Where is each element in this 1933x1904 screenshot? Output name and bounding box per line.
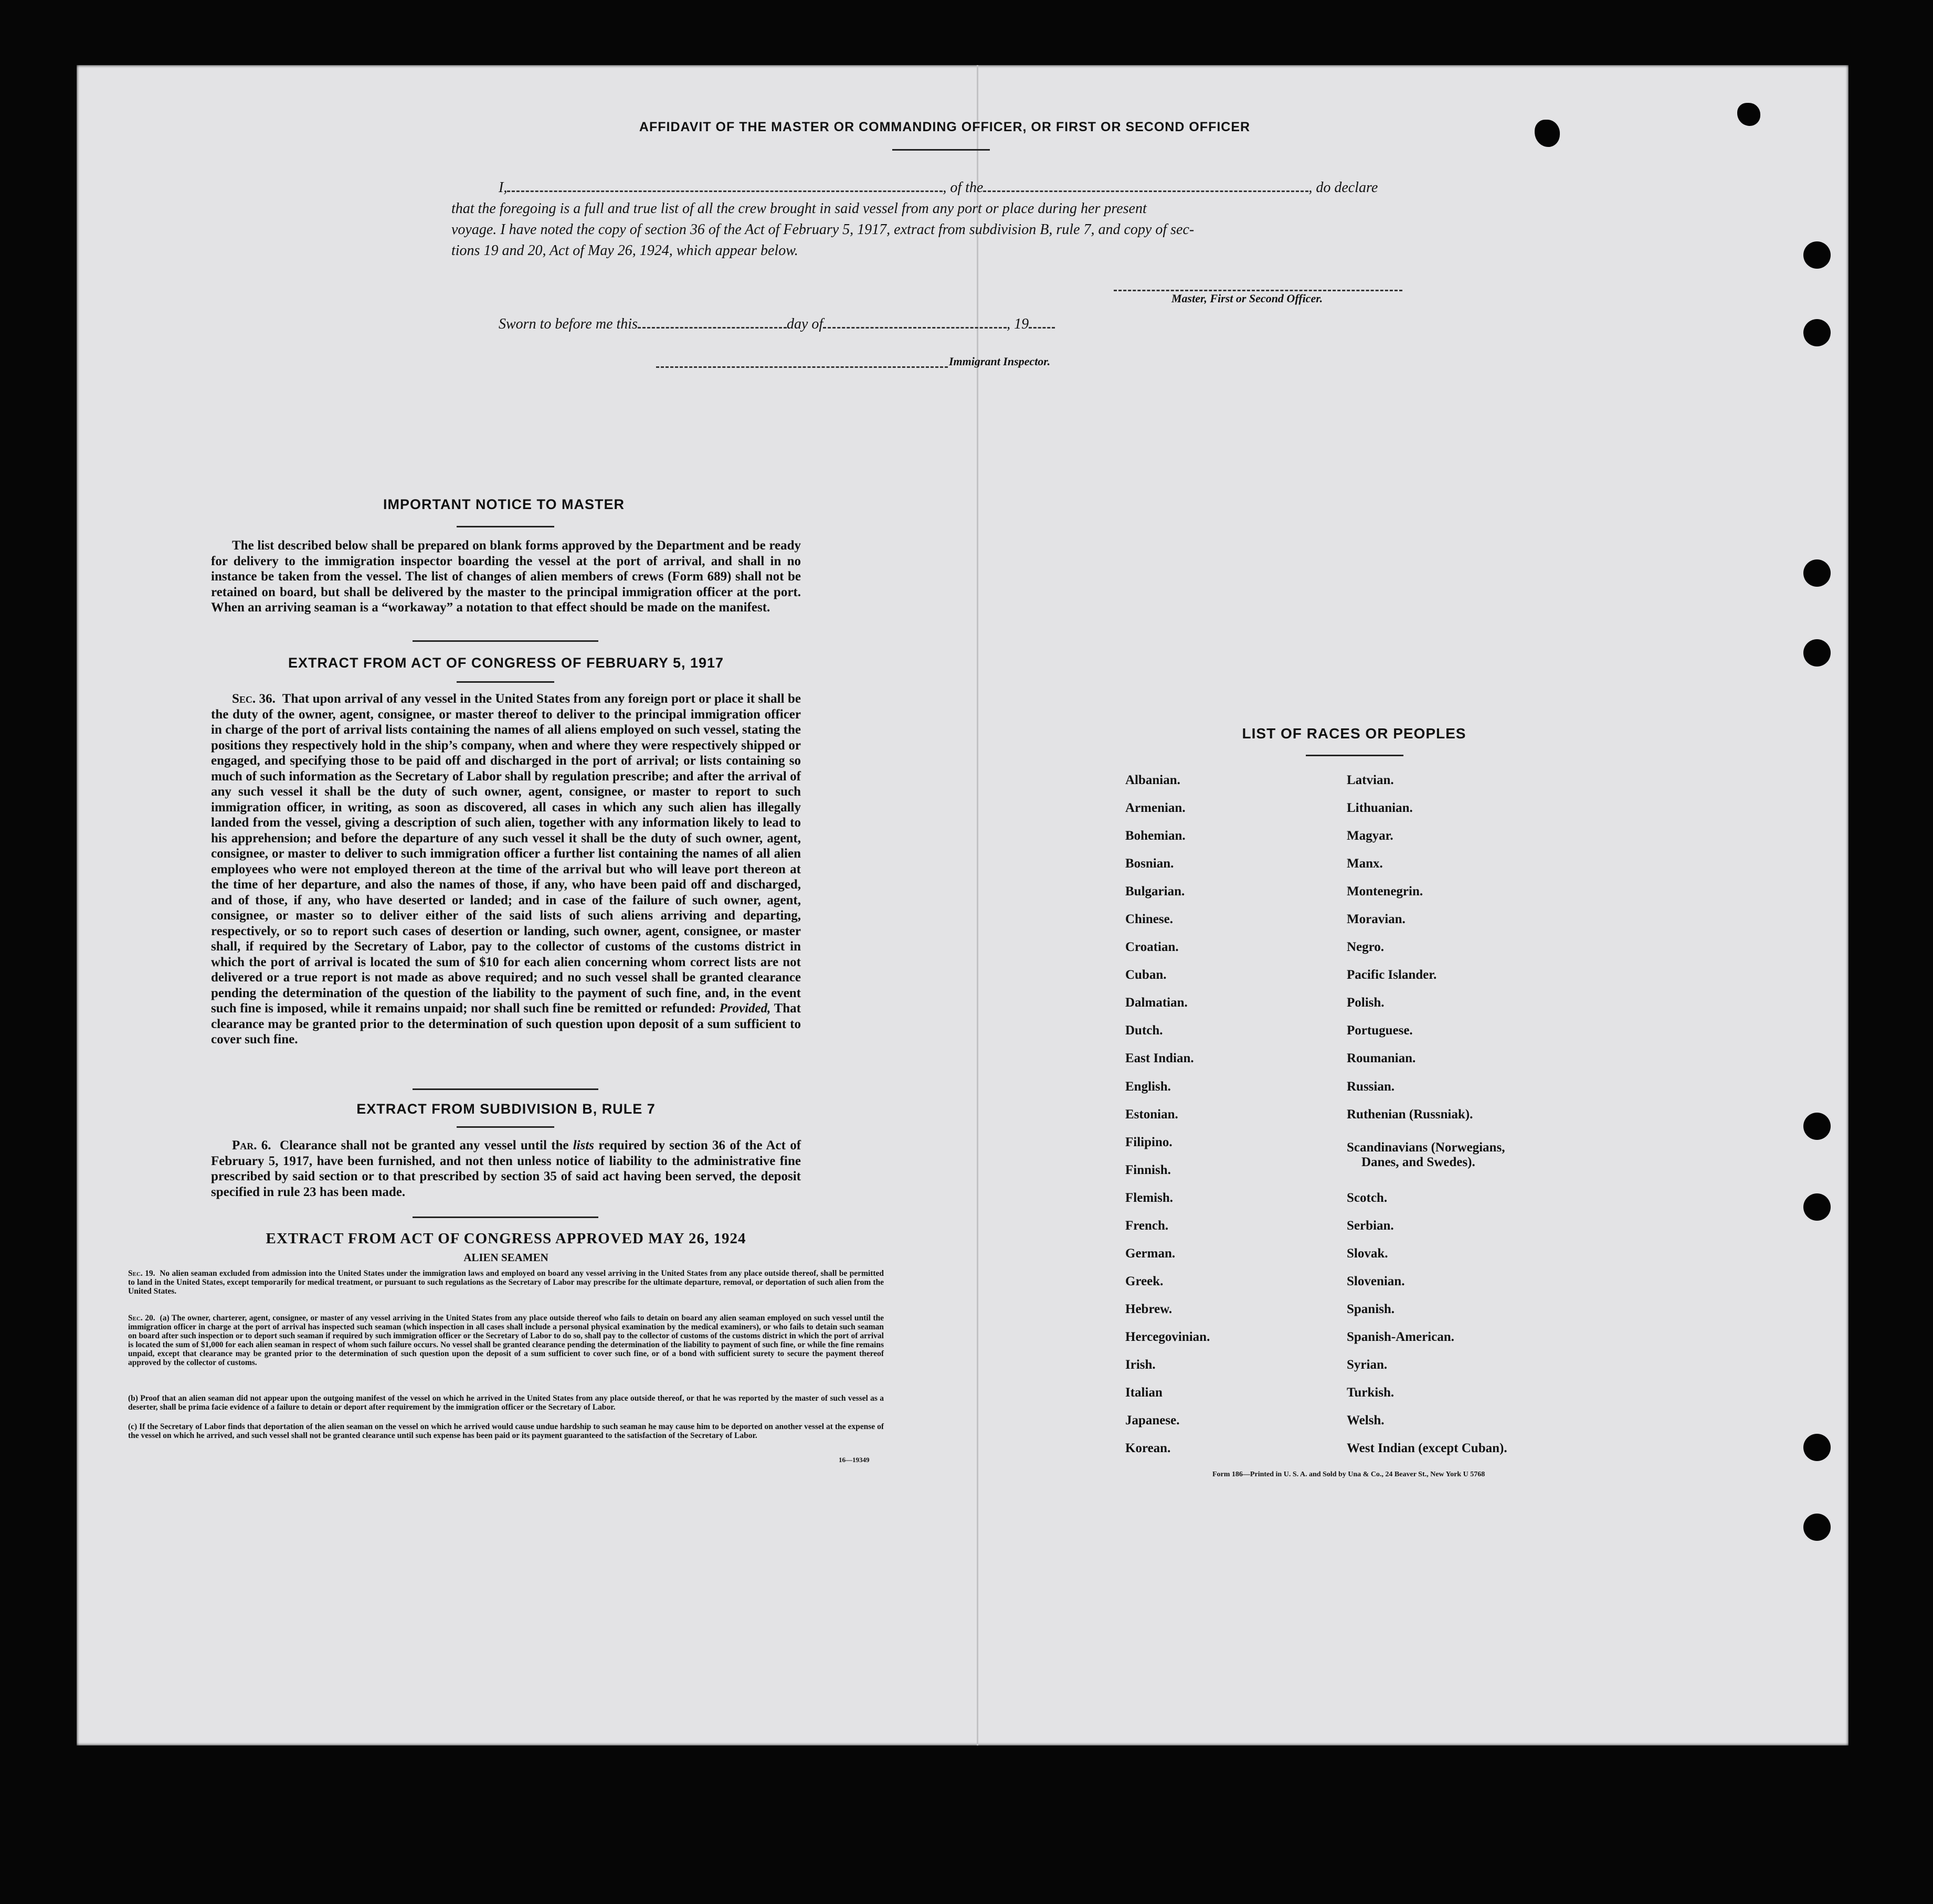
race-item: Ruthenian (Russniak). xyxy=(1347,1107,1473,1122)
section-rule xyxy=(413,1217,598,1218)
race-item: Pacific Islander. xyxy=(1347,968,1437,982)
race-item: Albanian. xyxy=(1125,773,1180,787)
race-item: Estonian. xyxy=(1125,1107,1178,1122)
race-item: Slovak. xyxy=(1347,1246,1388,1261)
race-item: Cuban. xyxy=(1125,968,1167,982)
notice-title: IMPORTANT NOTICE TO MASTER xyxy=(383,496,625,512)
race-item: Negro. xyxy=(1347,940,1385,954)
race-item: Syrian. xyxy=(1347,1358,1388,1372)
form-footer: Form 186—Printed in U. S. A. and Sold by Una & Co., 24 Beaver St., New York U 5768 xyxy=(1212,1471,1485,1478)
race-item: Portuguese. xyxy=(1347,1023,1413,1038)
affidavit-title: AFFIDAVIT OF THE MASTER OR COMMANDING OFFICER, OR FIRST OR SECOND OFFICER xyxy=(639,120,1251,134)
affidavit-line-1: I, , of the , do declare xyxy=(499,179,1378,196)
races-rule xyxy=(1306,755,1403,756)
affidavit-line-3: voyage. I have noted the copy of section 36 of the Act of February 5, 1917, extract from subdivision B, rule 7, and copy of sec- xyxy=(451,221,1195,238)
race-scandinavians-cont: Danes, and Swedes). xyxy=(1361,1155,1475,1169)
alien-seamen-subtitle: ALIEN SEAMEN xyxy=(463,1251,548,1264)
race-item: Bohemian. xyxy=(1125,829,1186,843)
name-blank xyxy=(507,191,943,192)
race-item: Bulgarian. xyxy=(1125,884,1185,898)
punch-hole xyxy=(1803,1514,1831,1541)
sec-19-text: Sec. 19. No alien seaman excluded from admission into the United States under the immigration laws and employed on board any vessel arriving in the United States from any place outside thereof, shall be permitted to land in the United States, except temporarily for medical treatment, or pursuant to such regulations as the Secretary of Labor may prescribe for the ultimate departure, removal, or deportation of such alien from the United States. xyxy=(128,1269,884,1296)
race-item: Chinese. xyxy=(1125,912,1173,926)
race-item: Dalmatian. xyxy=(1125,996,1188,1010)
race-item: Armenian. xyxy=(1125,801,1186,815)
sworn-line: Sworn to before me this day of , 19 xyxy=(499,314,1480,335)
sec-20b-text: (b) Proof that an alien seaman did not appear upon the outgoing manifest of the vessel on which he arrived in the United States from any place outside thereof, or that he was reported by the master of such vessel as a deserter, shall be prima facie evidence of a failure to detain or deport after requirement by the immigration officer or the Secretary of Labor. xyxy=(128,1394,884,1412)
subdiv-b-rule xyxy=(457,1126,554,1128)
race-item: Hebrew. xyxy=(1125,1302,1173,1316)
punch-hole xyxy=(1803,241,1831,269)
race-item: Hercegovinian. xyxy=(1125,1330,1210,1344)
race-item: Bosnian. xyxy=(1125,856,1174,871)
punch-hole xyxy=(1803,639,1831,667)
punch-hole xyxy=(1803,1113,1831,1140)
sworn-year-blank xyxy=(1029,327,1055,329)
ink-blot xyxy=(1737,103,1760,126)
master-label: Master, First or Second Officer. xyxy=(1171,292,1323,305)
race-item: Japanese. xyxy=(1125,1413,1180,1427)
race-item: Korean. xyxy=(1125,1441,1171,1455)
affidavit-line-2: that the foregoing is a full and true list of all the crew brought in said vessel from any port or place during her present xyxy=(451,200,1147,217)
race-item: Roumanian. xyxy=(1347,1051,1416,1065)
section-rule xyxy=(413,1088,598,1090)
race-item: Spanish-American. xyxy=(1347,1330,1454,1344)
sworn-day-blank xyxy=(638,327,787,329)
race-item: Magyar. xyxy=(1347,829,1393,843)
sec-36-label: Sec. 36. xyxy=(232,692,276,706)
race-item: Latvian. xyxy=(1347,773,1394,787)
race-item: Manx. xyxy=(1347,856,1383,871)
sworn-month-blank xyxy=(823,327,1007,329)
extract-1917-body: Sec. 36. That upon arrival of any vessel in the United States from any foreign port or place it shall be the duty of the owner, agent, consignee, or master thereof to deliver to the principal immigration officer in charge of the port of arrival lists containing the names of all aliens employed on such vessel, stating the positions they respectively hold in the ship’s company, when and where they were respectively shipped or engaged, and specifying those to be paid off and discharged in the port of arrival; or lists containing so much of such information as the Secretary of Labor shall by regulation prescribe; and after the arrival of any such vessel it shall be the duty of such owner, agent, consignee, or master to report to such immigration officer, in writing, as soon as discovered, all cases in which any such alien has illegally landed from the vessel, giving a description of such alien, together with any information likely to lead to his apprehension; and before the departure of any such vessel it shall be the duty of such owner, agent, consignee, or master to deliver to such immigration officer a further list containing the names of all alien employees who were not employed thereon at the time of the arrival but who will leave port thereon at the time of her departure, and also the names of those, if any, who have been paid off and discharged, and of those, if any, who have deserted or landed; and in case of the failure of such owner, agent, consignee, or master so to deliver either of the said lists of such aliens arriving and departing, respectively, or so to report such cases of desertion or landing, such owner, agent, consignee, or master shall, if required by the Secretary of Labor, pay to the collector of customs of the customs district in which the port of arrival is located the sum of $10 for each alien concerning whom correct lists are not delivered or a true report is not made as above required; and no such vessel shall be granted clearance pending the determination of the question of the liability to the payment of such fine, and, in the event such fine is imposed, while it remains unpaid; nor shall such fine be remitted or refunded: Provided, That clearance may be granted prior to the determination of such question upon deposit of a sum sufficient to cover such fine. xyxy=(211,692,801,1046)
sec-20c-text: (c) If the Secretary of Labor finds that deportation of the alien seaman on the vessel on which he arrived would cause undue hardship to such seaman he may cause him to be deported on another vessel at the expense of the vessel on which he arrived, and such vessel shall not be granted clearance until such expense has been paid or its payment guaranteed to the satisfaction of the Secretary of Labor. xyxy=(128,1422,884,1440)
race-item: Moravian. xyxy=(1347,912,1406,926)
race-item: West Indian (except Cuban). xyxy=(1347,1441,1507,1455)
extract-1917-rule xyxy=(457,681,554,683)
race-item: Irish. xyxy=(1125,1358,1156,1372)
race-item: Welsh. xyxy=(1347,1413,1385,1427)
inspector-label: Immigrant Inspector. xyxy=(949,355,1051,368)
race-item: Scotch. xyxy=(1347,1191,1388,1205)
race-item: Serbian. xyxy=(1347,1219,1394,1233)
punch-hole xyxy=(1803,319,1831,346)
race-item: Finnish. xyxy=(1125,1163,1171,1177)
race-item: Lithuanian. xyxy=(1347,801,1413,815)
extract-1924-title: EXTRACT FROM ACT OF CONGRESS APPROVED MAY 26, 1924 xyxy=(266,1230,746,1247)
subdiv-b-body: Par. 6. Clearance shall not be granted any vessel until the lists required by section 36 of the Act of February 5, 1917, have been furnished, and not then unless notice of liability to the administrative fine prescribed by said section or to that prescribed by section 35 of said act having been served, the deposit specified in rule 23 has been made. xyxy=(211,1138,801,1199)
subdiv-b-title: EXTRACT FROM SUBDIVISION B, RULE 7 xyxy=(356,1101,656,1117)
vessel-blank xyxy=(983,191,1308,192)
race-item: Greek. xyxy=(1125,1274,1164,1288)
punch-hole xyxy=(1803,559,1831,587)
race-item: Spanish. xyxy=(1347,1302,1395,1316)
race-item: English. xyxy=(1125,1080,1171,1094)
section-rule xyxy=(413,640,598,642)
sec-20a-text: Sec. 20. (a) The owner, charterer, agent, consignee, or master of any vessel arriving in the United States from any place outside thereof who fails to detain on board any alien seaman employed on such vessel until the immigration officer in charge at the port of arrival has inspected such seaman (which inspection in all cases shall include a personal physical examination by the medical examiners), or who fails to detain such seaman on board after such inspection or to deport such seaman if required by such immigration officer or the Secretary of Labor to do so, shall pay to the collector of customs of the customs district in which the port of arrival is located the sum of $1,000 for each alien seaman in respect of whom such failure occurs. No vessel shall be granted clearance pending the determination of the liability to payment of such fine, or while the fine remains unpaid, except that clearance may be granted prior to the determination of such question upon the deposit of a sum sufficient to cover such fine, or of a bond with sufficient surety to secure the payment thereof approved by the collector of customs. xyxy=(128,1314,884,1367)
race-item: Polish. xyxy=(1347,996,1385,1010)
ink-blot xyxy=(1535,120,1560,147)
race-item: Italian xyxy=(1125,1385,1163,1400)
notice-body: The list described below shall be prepared on blank forms approved by the Department and be ready for delivery to the immigration inspector boarding the vessel at the port of arrival, and shall in no instance be taken from the vessel. The list of changes of alien members of crews (Form 689) shall not be retained on board, but shall be delivered by the master to the principal immigration officer at the port. When an arriving seaman is a “workaway” a notation to that effect should be made on the manifest. xyxy=(211,538,801,615)
race-item: Filipino. xyxy=(1125,1135,1173,1149)
print-code: 16—19349 xyxy=(839,1456,870,1464)
notice-rule xyxy=(457,526,554,527)
affidavit-line-4: tions 19 and 20, Act of May 26, 1924, which appear below. xyxy=(451,242,798,259)
race-item: Russian. xyxy=(1347,1080,1395,1094)
race-item: Slovenian. xyxy=(1347,1274,1405,1288)
races-title: LIST OF RACES OR PEOPLES xyxy=(1242,725,1466,742)
race-item: French. xyxy=(1125,1219,1169,1233)
inspector-signature-line xyxy=(656,366,948,368)
master-signature-line xyxy=(1114,290,1402,291)
race-item: Flemish. xyxy=(1125,1191,1173,1205)
extract-1917-title: EXTRACT FROM ACT OF CONGRESS OF FEBRUARY 5, 1917 xyxy=(288,655,724,671)
race-item: Dutch. xyxy=(1125,1023,1163,1038)
race-item: Scandinavians (Norwegians, xyxy=(1347,1140,1505,1155)
punch-hole xyxy=(1803,1193,1831,1221)
title-rule xyxy=(892,149,990,151)
race-item: Turkish. xyxy=(1347,1385,1395,1400)
race-item: East Indian. xyxy=(1125,1051,1194,1065)
punch-hole xyxy=(1803,1434,1831,1461)
race-item: German. xyxy=(1125,1246,1176,1261)
race-item: Montenegrin. xyxy=(1347,884,1423,898)
race-item: Croatian. xyxy=(1125,940,1179,954)
par-6-label: Par. 6. xyxy=(232,1138,271,1152)
